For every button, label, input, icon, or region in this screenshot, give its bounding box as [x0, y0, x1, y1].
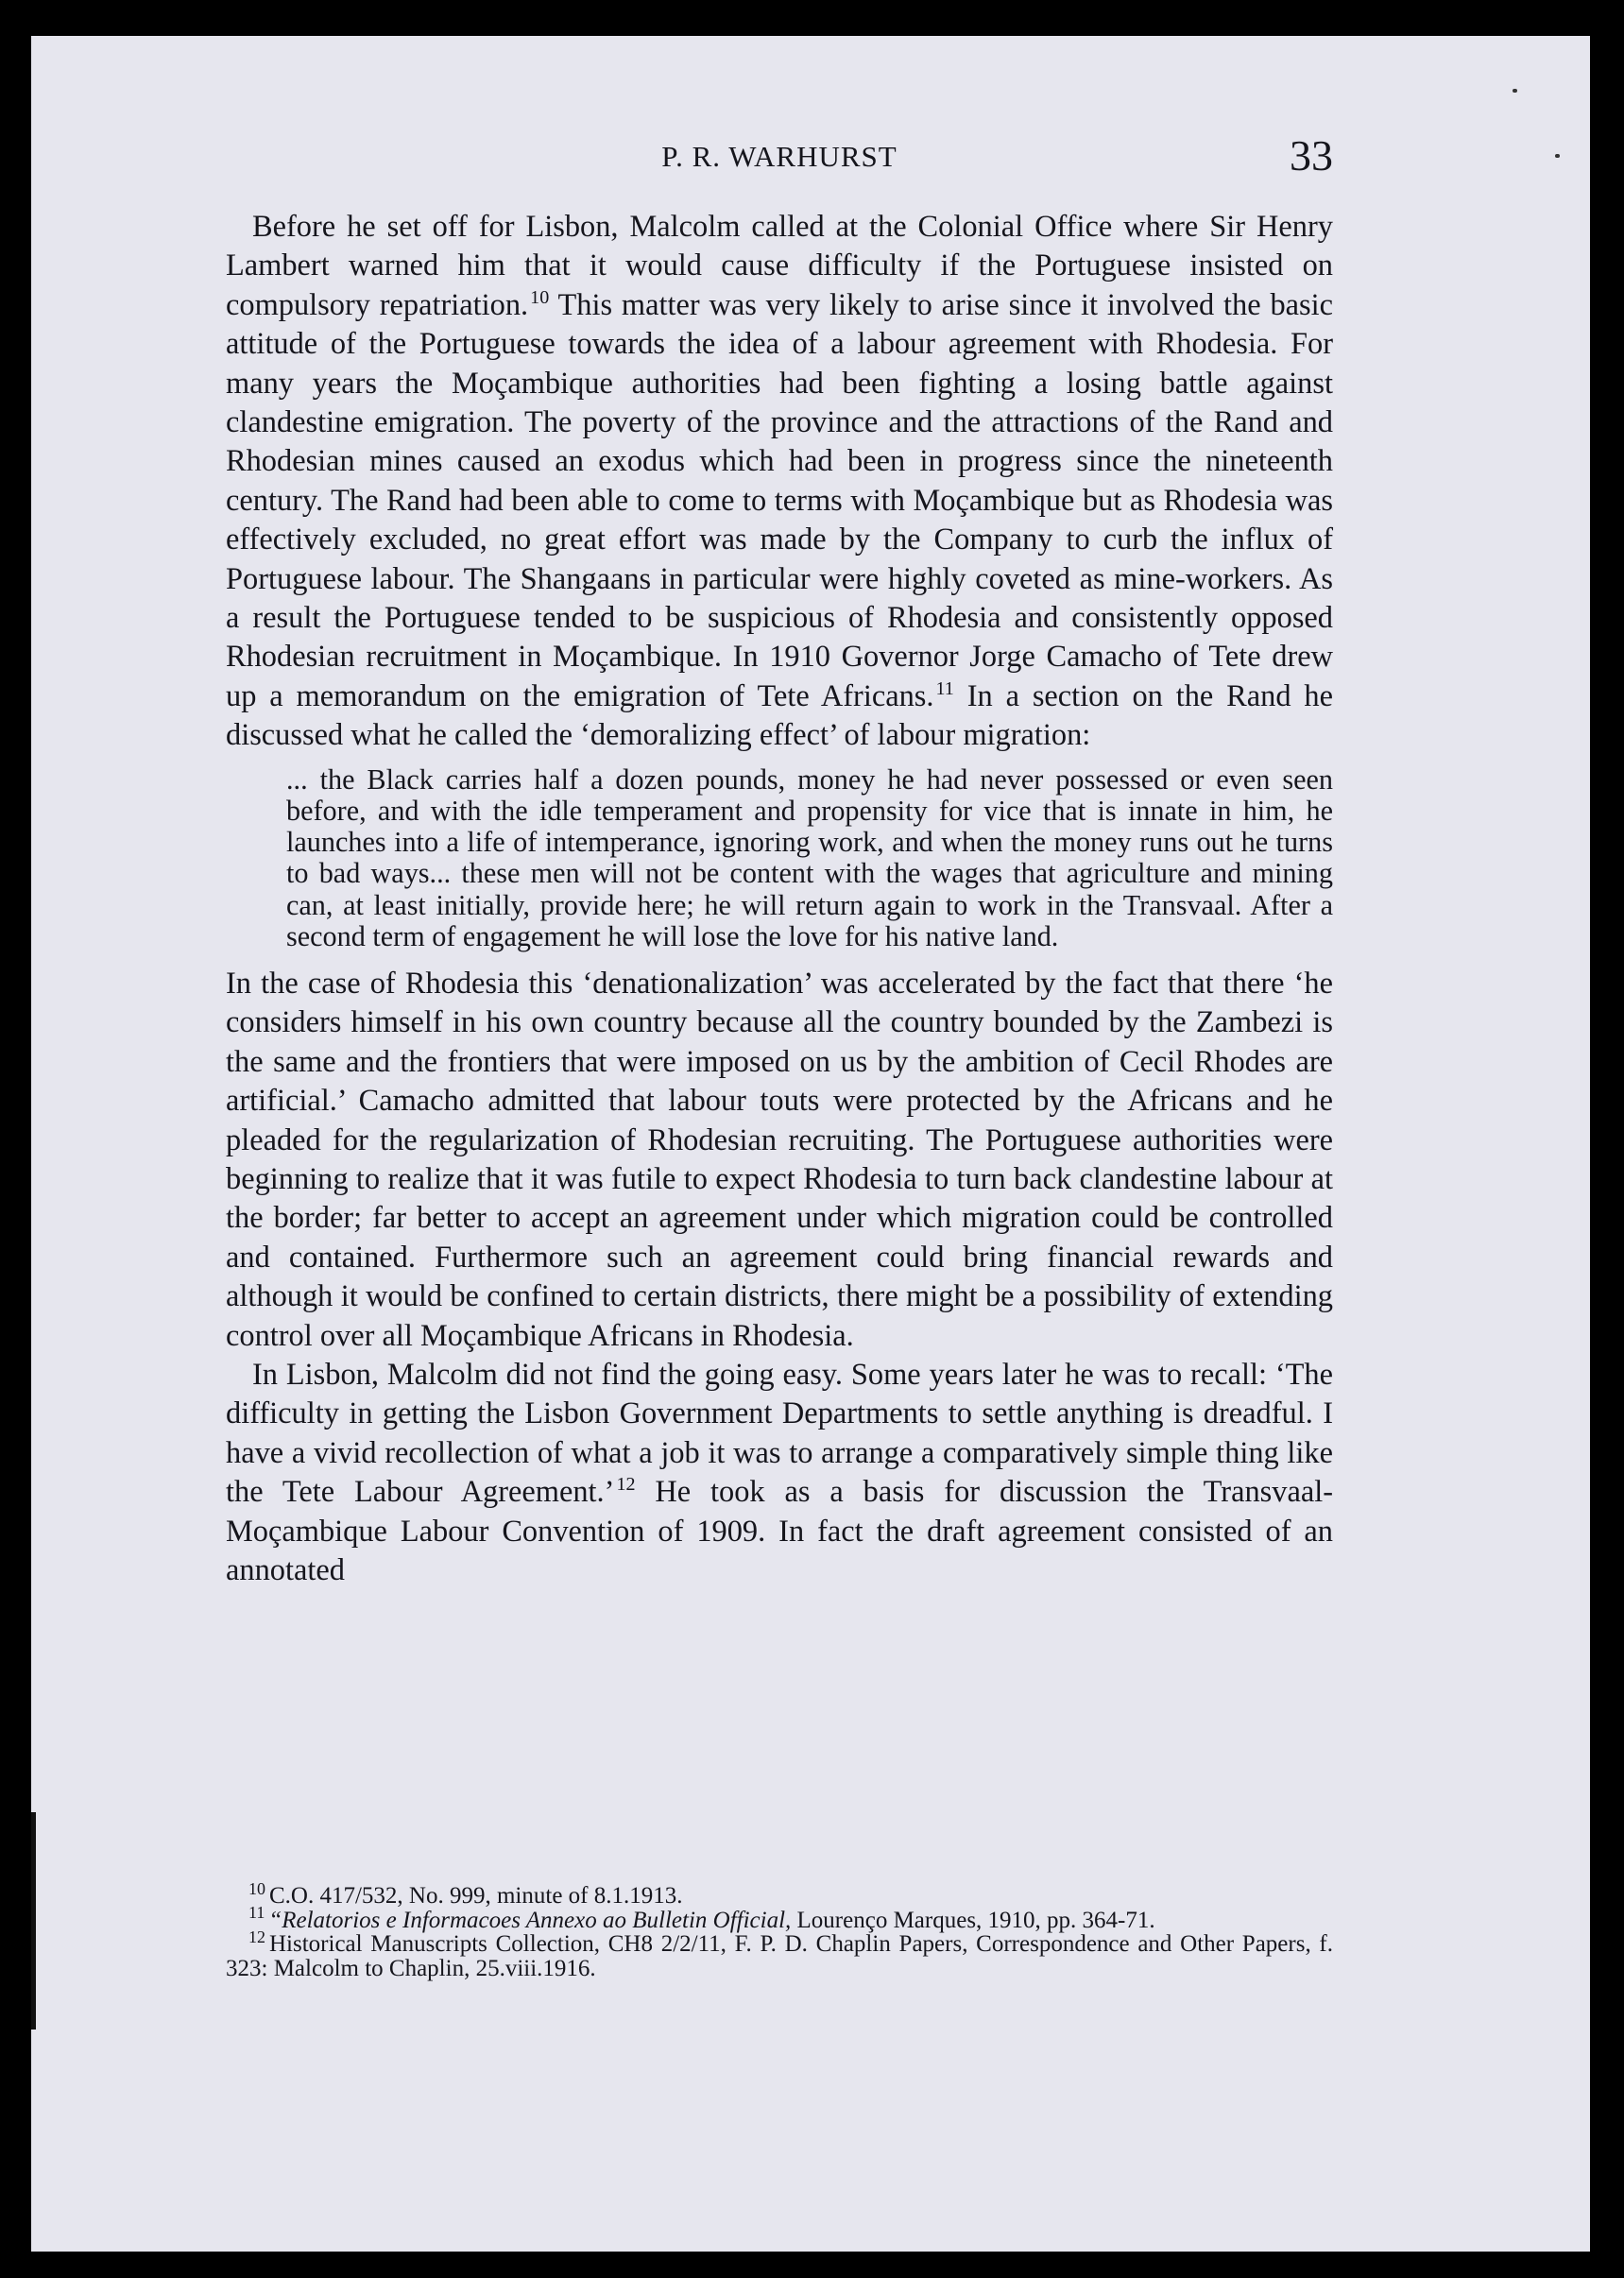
paragraph-1: [226, 208, 1333, 756]
paragraph-3-text-b: He took as a basis for discussion the Transvaal-Moçambique Labour Convention of 1909. In fact the draft agreement consisted of an annotated: [226, 1475, 1333, 1587]
body-text: [226, 208, 1333, 1590]
footnote-text: Historical Manuscripts Collection, CH8 2/2/11, F. P. D. Chaplin Papers, Correspondence and Other Papers, f. 323: Malcolm to Chaplin, 25.viii.1916.: [226, 1931, 1333, 1981]
paragraph-1-text-b: This matter was very likely to arise since it involved the basic attitude of the Portuguese towards the idea of a labour agreement with Rhodesia. For many years the Moçambique authorities had been fighting a losing battle against clandestine emigration. The poverty of the province and the attractions of the Rand and Rhodesian mines caused an exodus which had been in progress since the nineteenth century. The Rand had been able to come to terms with Moçambique but as Rhodesia was effectively excluded, no great effort was made by the Company to curb the influx of Portuguese labour. The Shangaans in particular were highly coveted as mine-workers. As a result the Portuguese tended to be suspicious of Rhodesia and consistently opposed Rhodesian recruitment in Moçambique. In 1910 Governor Jorge Camacho of Tete drew up a memorandum on the emigration of Tete Africans.: [226, 287, 1333, 713]
footnote-11: [226, 1903, 1333, 1933]
footnotes: [226, 1878, 1333, 1981]
page-header: [226, 130, 1333, 187]
scan-speck: [1555, 154, 1560, 158]
document-page: [31, 36, 1590, 2252]
running-head: P. R. WARHURST: [661, 140, 897, 173]
footnote-text: C.O. 417/532, No. 999, minute of 8.1.1913.: [269, 1883, 683, 1909]
block-quote: ... the Black carries half a dozen pounds, money he had never possessed or even seen before, and with the idle temperament and propensity for vice that is innate in him, he launches into a life of intemperance, ignoring work, and when the money runs out he turns to bad ways... these men will not be content with the wages that agriculture and mining can, at least initially, provide here; he will return again to work in the Transvaal. After a second term of engagement he will lose the love for his native land.: [286, 762, 1333, 952]
paragraph-3: [226, 1356, 1333, 1590]
footnote-reference-10: 10: [530, 287, 550, 309]
footnote-mark: 12: [248, 1927, 265, 1946]
footnote-text: Lourenço Marques, 1910, pp. 364-71.: [791, 1907, 1155, 1933]
footnote-mark: 11: [248, 1903, 265, 1923]
footnote-reference-12: 12: [616, 1474, 636, 1496]
page-number: 33: [1290, 131, 1333, 180]
footnote-reference-11: 11: [935, 678, 954, 700]
footnote-10: [226, 1878, 1333, 1909]
scan-edge-shadow: [31, 1812, 36, 2030]
paragraph-2: In the case of Rhodesia this ‘denationalization’ was accelerated by the fact that there ‘he considers himself in his own country because all the country bounded by the Zambezi is the same and the frontiers that were imposed on us by the ambition of Cecil Rhodes are artificial.’ Camacho admitted that labour touts were protected by the Africans and he pleaded for the regularization of Rhodesian recruiting. The Portuguese authorities were beginning to realize that it was futile to expect Rhodesia to turn back clandestine labour at the border; far better to accept an agreement under which migration could be controlled and contained. Furthermore such an agreement could bring financial rewards and although it would be confined to certain districts, there might be a possibility of extending control over all Moçambique Africans in Rhodesia.: [226, 966, 1333, 1353]
paragraph-1-text-a: Before he set off for Lisbon, Malcolm called at the Colonial Office where Sir Henry Lambert warned him that it would cause difficulty if the Portuguese insisted on compulsory repatriation.: [226, 210, 1333, 322]
paragraph-3-text-a: In Lisbon, Malcolm did not find the going easy. Some years later he was to recall: ‘The difficulty in getting the Lisbon Government Departments to settle anything is dreadful. I have a vivid recollection of what a job it was to arrange a comparatively simple thing like the Tete Labour Agreement.’: [226, 1357, 1333, 1510]
footnote-mark: 10: [248, 1878, 265, 1898]
footnote-12: [226, 1927, 1333, 1981]
scan-speck: [1513, 89, 1517, 93]
paragraph-1-text-c: In a section on the Rand he discussed what he called the ‘demoralizing effect’ of labour migration:: [226, 678, 1333, 753]
footnote-italic-title: “Relatorios e Informacoes Annexo ao Bulletin Official,: [268, 1907, 792, 1933]
